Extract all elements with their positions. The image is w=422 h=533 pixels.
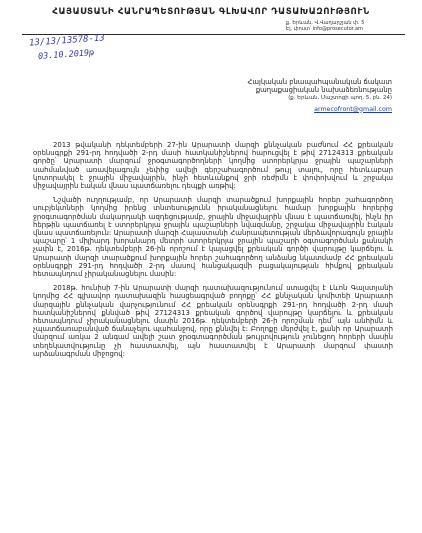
letterhead-address-line2: Էլ. փոստ՝ info@prosecutor.am	[286, 26, 363, 33]
body-paragraph-1: 2013 թվականի դեկտեմբերի 27-ին Արարատի մարզի քննչական բաժնում ՀՀ քրեական օրենսգրքի 291-րդ հոդվածի 2-րդ մասի հատկանիշներով հարուցվել է թիվ 27124313 քրեական գործը՝ Արարատի մարզում ջրօգտագործողների կողմից ստորերկրյա ջրային պաշարների սահմանված առավելագույն չեփից ավելի գերշահագործում թույլ տալու, որը հետևաբար կոտորակել է ջրային միջավայրին, ինչի հետևանքով ջրի ռեժիմն է փոփոխվում և շրջակա միջավայրին էական վնաս պատճառելու դեպքի առթիվ:	[33, 141, 393, 191]
letterhead-address	[286, 20, 416, 32]
body-paragraph-3: 2018թ. հունիսի 7-ին Արարատի մարզի դատախազությունում ստացվել է Լևոն Գալստյանի կողմից ՀՀ գլխավոր դատախազին հասցեագրված բողոքը՝ ՀՀ քննչական կոմիտեի Արարատի մարզային քննչական վարչությունում ՀՀ քրեական օրենսգրքի 291-րդ հոդվածի 2-րդ մասի հատկանիշներով քննված թիվ 27124313 քրեական գործով վարույթը կարճելու և քրեական հետապնդում չիրականացնելու մասին 2016թ. դեկտեմբերի 26-ի որոշման դեմ՝ այն անհիմն և չպատճառաբանված ճանաչելու պահանջով, որը քննվել է: Բողոքը մերժվել է, քանի որ Արարատի մարզում առկա 2 անգամ ավելի շատ ջրօգտագործման թույլտվություն չունեցող հորերի մասին տեղեկատվությունը չի հաստատվել, այն հաստատվել է Արարատի մարզում փաստի արձանագրման միջոցով:	[33, 284, 393, 358]
letterhead-address-line1: ք. Երևան, Վ.Վաղարշյան փ. 5	[286, 20, 365, 26]
handwritten-date: 03.10.2019թ	[37, 48, 95, 62]
recipient-block	[0, 78, 392, 114]
letterhead-title: ՀԱՅԱՍՏԱՆԻ ՀԱՆՐԱՊԵՏՈՒԹՅԱՆ ԳԼԽԱՎՈՐ ԴԱՏԱԽԱԶՈՒԹՅՈՒՆ	[52, 7, 370, 17]
letter-body	[33, 141, 393, 364]
recipient-line1: Հայկական բնապահպանական ճակատ	[247, 78, 392, 86]
recipient-email-link[interactable]: armecofront@gmail.com	[314, 105, 392, 113]
handwritten-reg-number: 13/13/13578-13	[28, 33, 106, 49]
body-paragraph-2: Նշվածի ուղղությամբ, որ Արարատի մարզի տարածքում խորքային հորեր շահագործող սուբյեկտների կողմից իրենց տնտեսությունն իրականացնելու համար խորքային հորերից ջրօգտագործման մակարդակի ազդեցությամբ, ջրային միջավայրին վնաս է պատճառվել, ինչն իր հերթին պատճառել է ստորերկրյա ջրային պաշարների նվազմանը, շրջակա միջավայրին էական վնաս պատճառելուն: Արարատի մարզի Հայաստանի Հանրապետության մերձավորագույն ջրային պաշարը՝ 1 միլիարդ խորանարդ մետրի ստորերկրյա ջրային պաշարի օգտագործման քանակի չափն է, 2016թ. դեկտեմբերի 26-ին որոշում է կայացվել քրեական գործի վարույթը կարճելու և Արարատի մարզի տարածքում խորքային հորեր շահագործող անձանց նկատմամբ ՀՀ քրեական օրենսգրքի 291-րդ հոդվածի 2-րդ մասով հանցակազմի բացակայության հիմքով քրեական հետապնդում չիրականացնելու մասին:	[33, 196, 393, 279]
recipient-line2: քաղաքացիական նախաձեռնությանը	[255, 86, 392, 95]
recipient-address: (ք. Երևան, Մաշտոցի պող. 5, բն. 24)	[288, 95, 392, 102]
